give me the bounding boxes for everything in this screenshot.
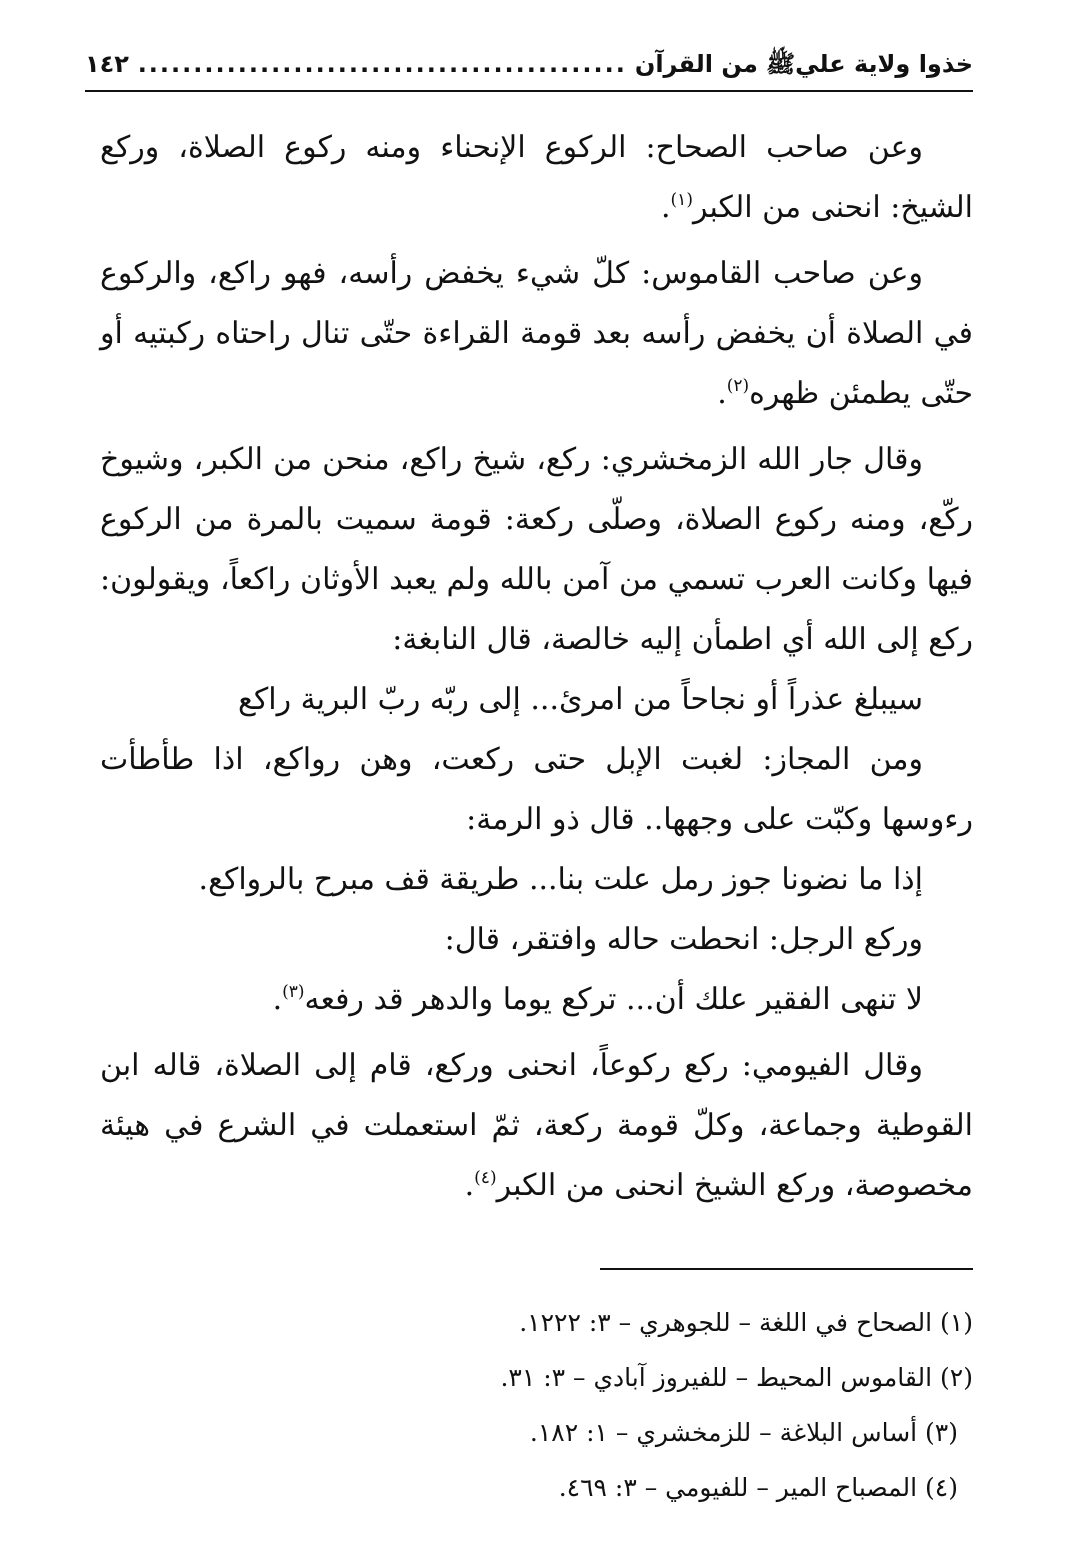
footnote-2: (٢) القاموس المحيط – للفيروز آبادي – ٣: ٣١. xyxy=(500,1363,973,1392)
leader-dots xyxy=(137,49,627,79)
verse-dhu-al-rumma: إذا ما نضونا جوز رمل علت بنا... طريقة قف مبرح بالرواكع. xyxy=(198,862,923,897)
footnote-ref-3: (٣) xyxy=(282,982,305,1002)
paragraph-fayyumi: وقال الفيومي: ركع ركوعاً، انحنى وركع، قام إلى الصلاة، قاله ابن القوطية وجماعة، وكلّ قومة ركعة، ثمّ استعملت في الشرع في هيئة مخصوصة، وركع الشيخ انحنى من الكبر$^{(٤)}$. xyxy=(100,1048,973,1203)
page-number: ١٤٢ xyxy=(85,50,129,78)
paragraph-sihah: وعن صاحب الصحاح: الركوع الإنحناء ومنه ركوع الصلاة، وركع الشيخ: انحنى من الكبر$^{(١)}$. xyxy=(100,130,973,225)
footnote-1: (١) الصحاح في اللغة – للجوهري – ٣: ١٢٢٢. xyxy=(519,1308,973,1337)
footnotes xyxy=(100,1295,973,1515)
footnote-ref-2: (٢) xyxy=(726,376,750,396)
header-rule xyxy=(85,90,973,92)
paragraph-qamus: وعن صاحب القاموس: كلّ شيء يخفض رأسه، فهو راكع، والركوع في الصلاة أن يخفض رأسه بعد قومة القراءة حتّى تنال راحتاه ركبتيه أو حتّى يطمئن ظهره$^{(٢)}$. xyxy=(100,256,973,411)
verse-nabigha: سيبلغ عذراً أو نجاحاً من امرئ... إلى ربّه ربّ البرية راكع xyxy=(237,682,923,717)
running-header xyxy=(85,44,973,84)
verse-intro-rajul: وركع الرجل: انحطت حاله وافتقر، قال: xyxy=(444,922,923,957)
paragraph-zamakhshari: وقال جار الله الزمخشري: ركع، شيخ راكع، منحن من الكبر، وشيوخ ركّع، ومنه ركوع الصلاة، وصلّى ركعة: قومة سميت بالمرة من الركوع فيها وكانت العرب تسمي من آمن بالله ولم يعبد الأوثان راكعاً، ويقولون: ركع إلى الله أي اطمأن إليه خالصة، قال النابغة: xyxy=(100,442,973,657)
paragraph-majaz: ومن المجاز: لغبت الإبل حتى ركعت، وهن رواكع، اذا طأطأت رءوسها وكبّت على وجهها.. قال ذو الرمة: xyxy=(100,742,973,837)
body-text xyxy=(100,118,973,1216)
footnote-ref-4: (٤) xyxy=(474,1168,497,1188)
footnote-4: (٤) المصباح المير – للفيومي – ٣: ٤٦٩. xyxy=(558,1473,958,1502)
footnote-3: (٣) أساس البلاغة – للزمخشري – ١: ١٨٢. xyxy=(529,1418,958,1447)
footnote-separator xyxy=(600,1268,973,1270)
book-title: خذوا ولاية عليﷺ من القرآن xyxy=(634,50,973,78)
verse-faqir: لا تنهى الفقير علك أن... تركع يوما والدهر قد رفعه$^{(٣)}$. xyxy=(272,982,923,1017)
footnote-ref-1: (١) xyxy=(670,190,693,210)
